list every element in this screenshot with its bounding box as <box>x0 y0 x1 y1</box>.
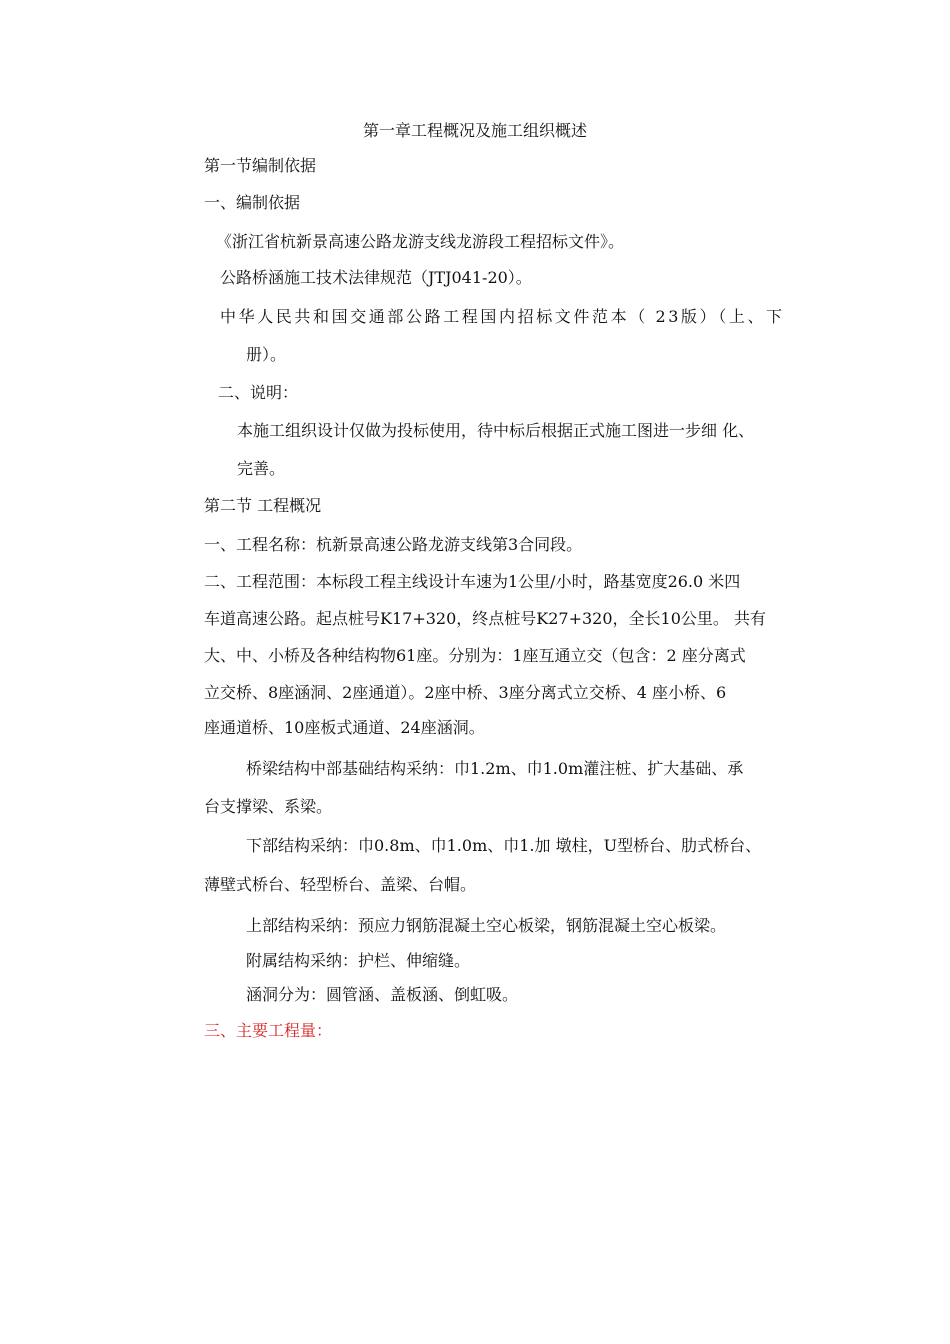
scope-line-5: 座通道桥、10座板式通道、24座涵洞。 <box>204 718 485 737</box>
chapter-title: 第一章工程概况及施工组织概述 <box>362 121 587 140</box>
note-heading: 二、说明： <box>218 383 299 402</box>
scope-line-3: 大、中、小桥及各种结构物61座。分别为：1座互通立交（包含：2 座分离式 <box>204 646 746 665</box>
foundation-line-1: 桥梁结构中部基础结构采纳：巾1.2m、巾1.0m灌注桩、扩大基础、承 <box>246 759 744 778</box>
quantities-heading: 三、主要工程量： <box>204 1021 333 1040</box>
foundation-line-2: 台支撑梁、系梁。 <box>204 797 333 816</box>
substructure-line-2: 薄壁式桥台、轻型桥台、盖梁、台帽。 <box>204 875 477 894</box>
scope-line-1: 二、工程范围：本标段工程主线设计车速为1公里/小时，路基宽度26.0 米四 <box>204 572 741 591</box>
basis-item-1: 《浙江省杭新景高速公路龙游支线龙游段工程招标文件》。 <box>216 232 625 251</box>
section2-heading: 第二节 工程概况 <box>204 496 322 515</box>
note-line-1: 本施工组织设计仅做为投标使用，待中标后根据正式施工图进一步细 化、 <box>237 421 755 440</box>
basis-item-2: 公路桥涵施工技术法律规范（JTJ041-20）。 <box>220 268 532 287</box>
basis-item-3-line2: 册）。 <box>246 345 287 364</box>
superstructure-line: 上部结构采纳：预应力钢筋混凝土空心板梁，钢筋混凝土空心板梁。 <box>246 916 727 935</box>
auxiliary-line: 附属结构采纳：护栏、伸缩缝。 <box>246 951 471 970</box>
section1-heading: 第一节编制依据 <box>204 156 317 175</box>
project-name: 一、工程名称：杭新景高速公路龙游支线第3合同段。 <box>204 535 583 554</box>
scope-line-4: 立交桥、8座涵洞、2座通道）。2座中桥、3座分离式立交桥、4 座小桥、6 <box>204 683 727 702</box>
culverts-line: 涵洞分为：圆管涵、盖板涵、倒虹吸。 <box>246 985 519 1004</box>
basis-heading: 一、编制依据 <box>204 193 301 212</box>
note-line-2: 完善。 <box>237 459 286 478</box>
scope-line-2: 车道高速公路。起点桩号K17+320，终点桩号K27+320，全长10公里。 共有 <box>204 609 766 628</box>
substructure-line-1: 下部结构采纳：巾0.8m、巾1.0m、巾1.加 墩柱，U型桥台、肋式桥台、 <box>246 836 762 855</box>
basis-item-3-line1: 中华人民共和国交通部公路工程国内招标文件范本（ 23版）（上、下 <box>220 307 785 326</box>
